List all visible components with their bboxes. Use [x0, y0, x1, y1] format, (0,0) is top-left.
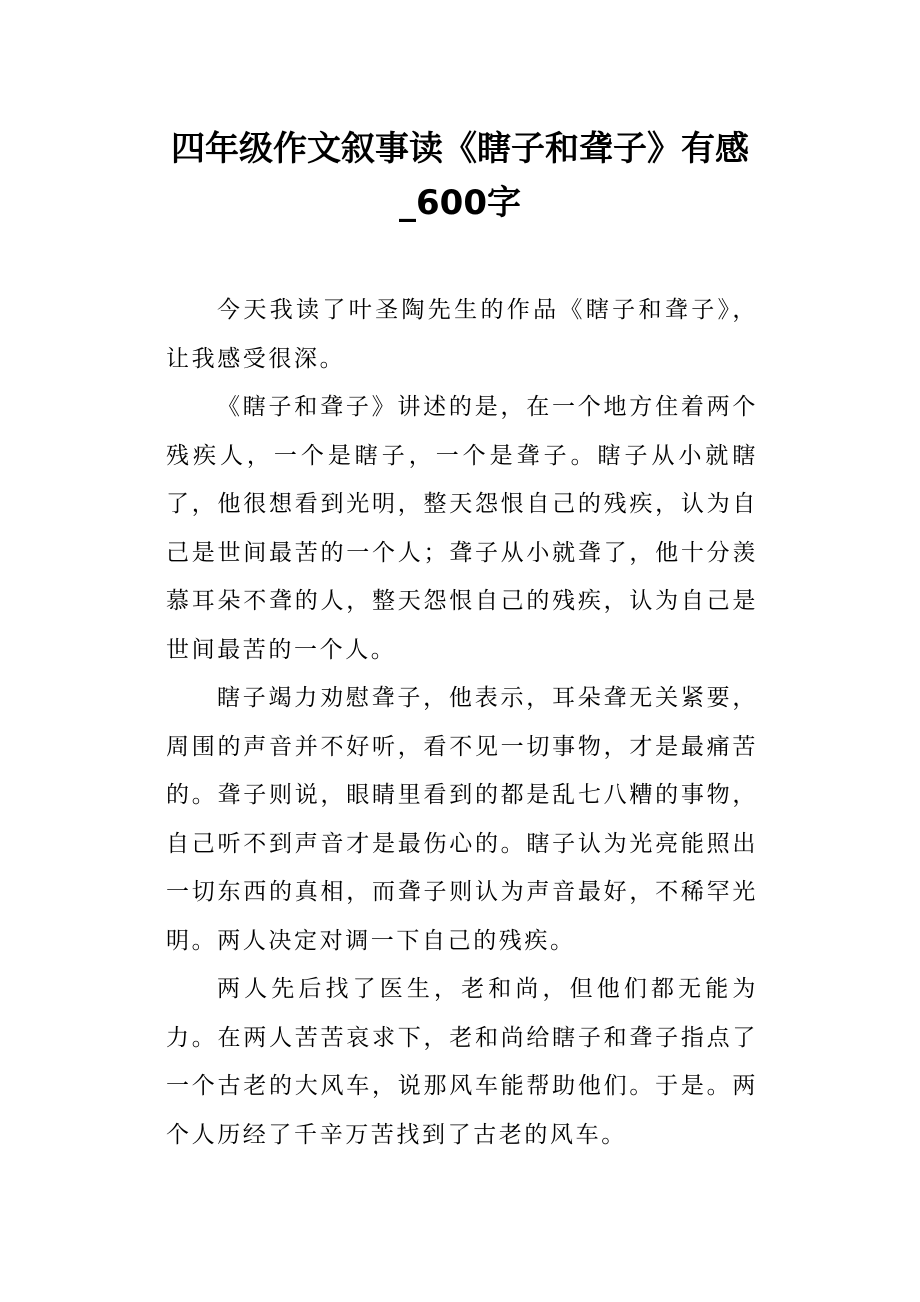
- paragraph-4: 两人先后找了医生，老和尚，但他们都无能为力。在两人苦苦哀求下，老和尚给瞎子和聋子指点了一个古老的大风车，说那风车能帮助他们。于是。两个人历经了千辛万苦找到了古老的风车。: [166, 976, 758, 1148]
- document-title: 四年级作文叙事读《瞎子和聋子》有感_600字: [171, 129, 749, 223]
- document-body: [166, 286, 758, 1159]
- paragraph-3: 瞎子竭力劝慰聋子，他表示，耳朵聋无关紧要，周围的声音并不好听，看不见一切事物，才是最痛苦的。聋子则说，眼睛里看到的都是乱七八糟的事物，自己听不到声音才是最伤心的。瞎子认为光亮能照出一切东西的真相，而聋子则认为声音最好，不稀罕光明。两人决定对调一下自己的残疾。: [166, 685, 758, 954]
- paragraph-2: 《瞎子和聋子》讲述的是，在一个地方住着两个残疾人，一个是瞎子，一个是聋子。瞎子从小就瞎了，他很想看到光明，整天怨恨自己的残疾，认为自己是世间最苦的一个人；聋子从小就聋了，他十分羡慕耳朵不聋的人，整天怨恨自己的残疾，认为自己是世间最苦的一个人。: [166, 394, 758, 663]
- paragraph-1: 今天我读了叶圣陶先生的作品《瞎子和聋子》，让我感受很深。: [166, 297, 758, 372]
